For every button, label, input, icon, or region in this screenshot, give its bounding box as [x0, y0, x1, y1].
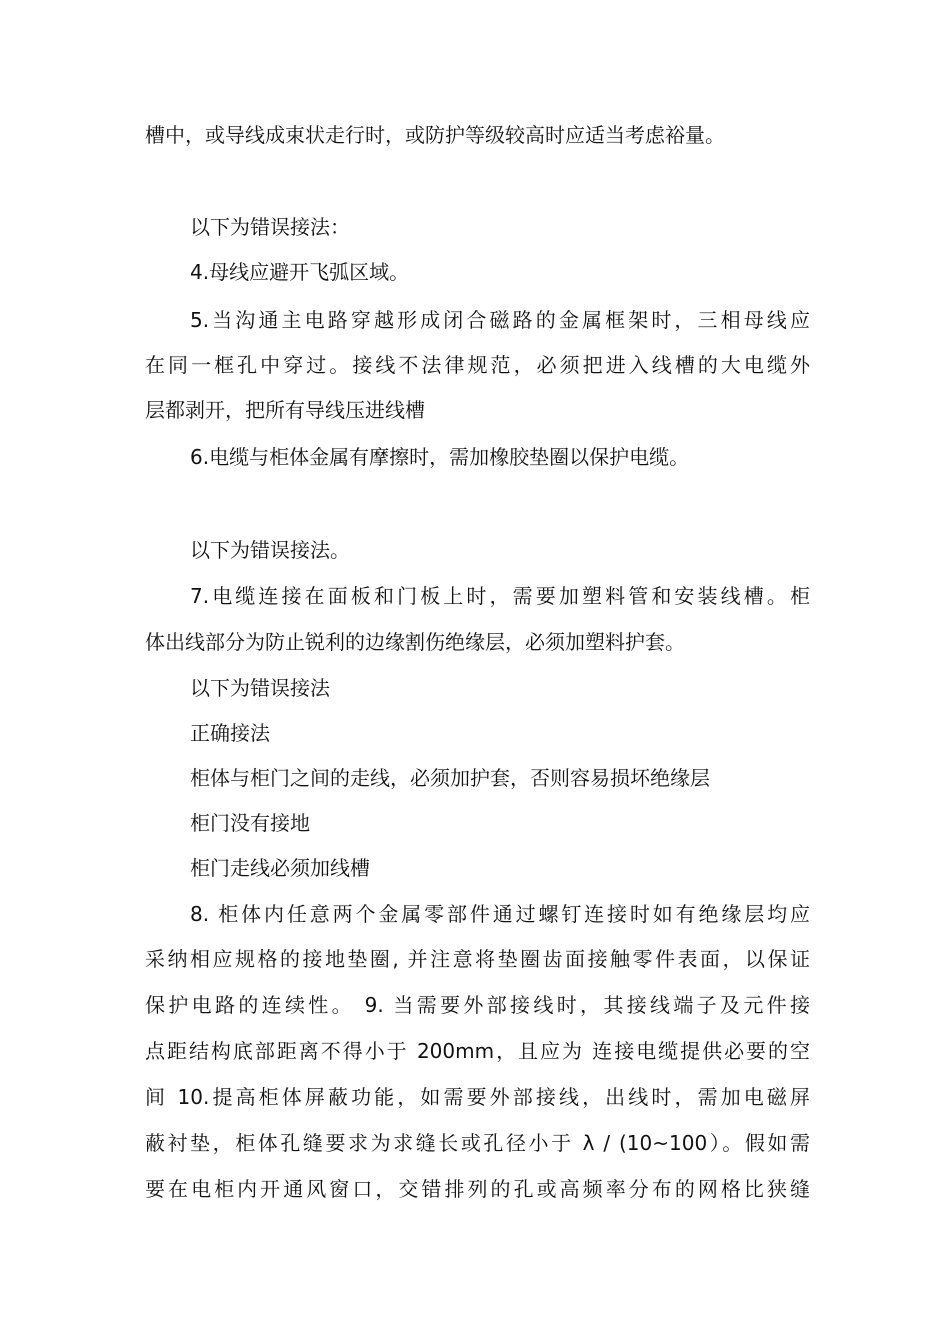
paragraph-line: 柜门没有接地 — [190, 811, 310, 835]
paragraph-line: 6.电缆与柜体金属有摩擦时，需加橡胶垫圈以保护电缆。 — [190, 445, 690, 469]
paragraph-line: 柜门走线必须加线槽 — [190, 856, 370, 880]
paragraph-line: 层都剥开，把所有导线压进线槽 — [145, 398, 425, 422]
paragraph-line: 点距结构底部距离不得小于 200mm，且应为 连接电缆提供必要的空 — [145, 1039, 810, 1063]
section-label: 以下为错误接法 — [190, 676, 330, 700]
paragraph-line: 4.母线应避开飞弧区域。 — [190, 260, 410, 284]
paragraph-line: 在同一框孔中穿过。接线不法律规范，必须把进入线槽的大电缆外 — [145, 353, 810, 377]
section-label: 以下为错误接法： — [190, 215, 350, 239]
section-label: 以下为错误接法。 — [190, 538, 350, 562]
paragraph-line: 槽中，或导线成束状走行时，或防护等级较高时应适当考虑裕量。 — [145, 123, 725, 147]
paragraph-line: 体出线部分为防止锐利的边缘割伤绝缘层，必须加塑料护套。 — [145, 630, 685, 654]
paragraph-line: 8. 柜体内任意两个金属零部件通过螺钉连接时如有绝缘层均应 — [190, 902, 810, 926]
paragraph-line: 5.当沟通主电路穿越形成闭合磁路的金属框架时，三相母线应 — [190, 308, 810, 332]
paragraph-line: 要在电柜内开通风窗口，交错排列的孔或高频率分布的网格比狭缝 — [145, 1177, 810, 1201]
paragraph-line: 间 10.提高柜体屏蔽功能，如需要外部接线，出线时，需加电磁屏 — [145, 1085, 810, 1109]
paragraph-line: 采纳相应规格的接地垫圈, 并注意将垫圈齿面接触零件表面，以保证 — [145, 947, 810, 971]
paragraph-line: 蔽衬垫，柜体孔缝要求为求缝长或孔径小于 λ / (10~100）。假如需 — [145, 1131, 810, 1155]
section-label: 正确接法 — [190, 721, 270, 745]
paragraph-line: 柜体与柜门之间的走线，必须加护套，否则容易损坏绝缘层 — [190, 766, 710, 790]
paragraph-line: 7.电缆连接在面板和门板上时，需要加塑料管和安装线槽。柜 — [190, 584, 810, 608]
paragraph-line: 保护电路的连续性。 9. 当需要外部接线时，其接线端子及元件接 — [145, 993, 810, 1017]
